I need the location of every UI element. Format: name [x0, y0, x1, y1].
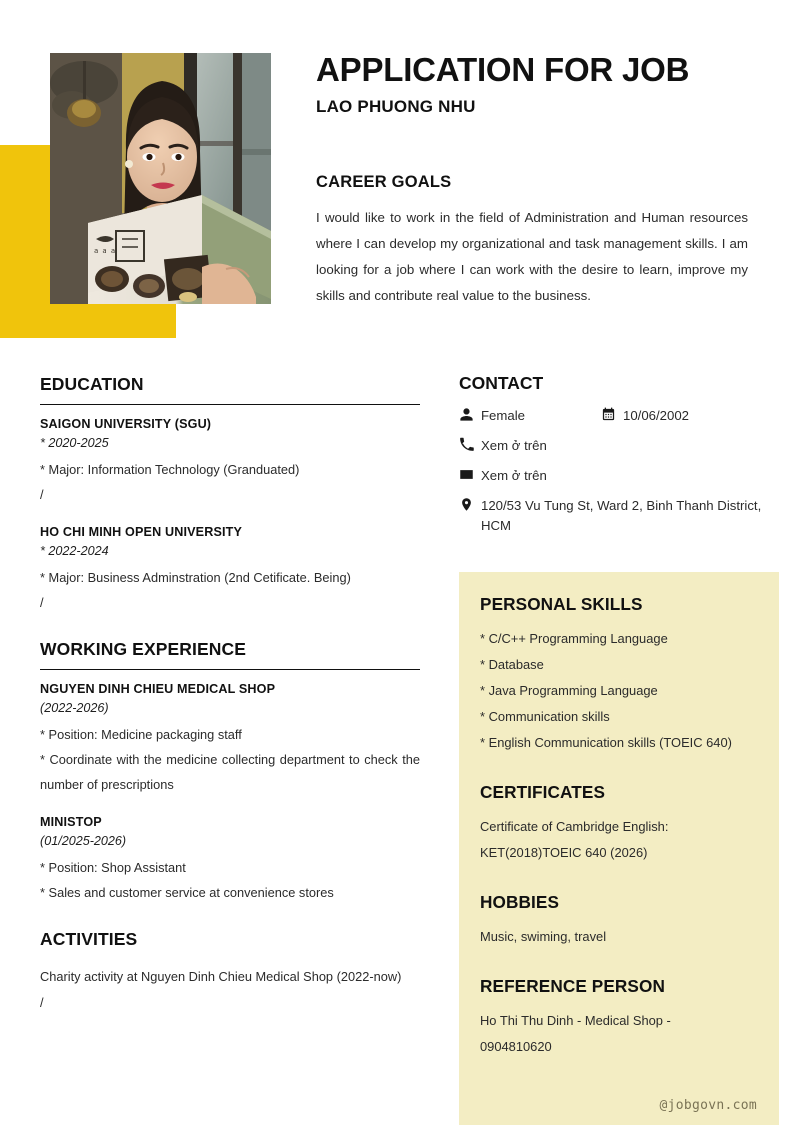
- contact-address-value: 120/53 Vu Tung St, Ward 2, Binh Thanh District, HCM: [481, 498, 762, 533]
- contact-heading: CONTACT: [459, 373, 544, 393]
- experience-detail: * Coordinate with the medicine collecting department to check the number of prescriptions: [40, 752, 420, 792]
- phone-icon: [459, 436, 481, 452]
- skill-item: * Communication skills: [480, 709, 610, 724]
- education-org: SAIGON UNIVERSITY (SGU): [40, 417, 212, 431]
- career-goals-text: I would like to work in the field of Administration and Human resources where I can develop my organizational and task management skills. I am looking for a job where I can work with the desire to learn, improve my skills and contribute real value to the business.: [316, 210, 748, 303]
- education-slash: /: [40, 487, 44, 502]
- activities-slash: /: [40, 995, 44, 1010]
- sidebar-panel: [459, 572, 779, 1125]
- contact-address: [459, 496, 769, 536]
- activities-section: [40, 929, 420, 1015]
- header: [316, 52, 756, 117]
- left-column: [40, 374, 420, 1015]
- sidebar-panel-content: [480, 594, 758, 1060]
- person-icon: [459, 406, 481, 422]
- education-section: [40, 374, 420, 615]
- education-entry: [40, 525, 420, 615]
- education-detail: * Major: Business Adminstration (2nd Cetificate. Being): [40, 570, 351, 585]
- contact-phone: [459, 436, 769, 456]
- experience-date: (2022-2026): [40, 701, 109, 715]
- contact-email: [459, 466, 769, 486]
- skill-item: * Java Programming Language: [480, 683, 658, 698]
- education-org: HO CHI MINH OPEN UNIVERSITY: [40, 525, 243, 539]
- contact-section: [459, 373, 769, 546]
- spacer: [40, 509, 420, 525]
- activities-heading: ACTIVITIES: [40, 929, 138, 949]
- education-heading: EDUCATION: [40, 374, 144, 394]
- skill-item: * English Communication skills (TOEIC 640): [480, 735, 732, 750]
- education-entry: [40, 417, 420, 507]
- experience-section: [40, 639, 420, 905]
- contact-birthday: [601, 406, 689, 426]
- hobbies-text: Music, swiming, travel: [480, 929, 607, 944]
- experience-detail: * Position: Medicine packaging staff: [40, 727, 242, 742]
- education-date: * 2020-2025: [40, 436, 109, 450]
- profile-photo: [50, 53, 271, 304]
- svg-text:a a a: a a a: [94, 247, 116, 255]
- experience-heading: WORKING EXPERIENCE: [40, 639, 246, 659]
- education-divider: [40, 404, 420, 405]
- calendar-icon: [601, 406, 623, 422]
- experience-detail: * Position: Shop Assistant: [40, 860, 186, 875]
- certificate-line: Certificate of Cambridge English:: [480, 819, 669, 834]
- education-detail: * Major: Information Technology (Granduated): [40, 462, 300, 477]
- experience-entry: [40, 815, 420, 905]
- hobbies-heading: HOBBIES: [480, 892, 560, 912]
- contact-phone-value: Xem ở trên: [481, 438, 547, 453]
- reference-line: Ho Thi Thu Dinh - Medical Shop -: [480, 1013, 671, 1028]
- contact-gender-value: Female: [481, 408, 525, 423]
- experience-date: (01/2025-2026): [40, 834, 127, 848]
- skills-heading: PERSONAL SKILLS: [480, 594, 643, 614]
- career-goals-heading: CAREER GOALS: [316, 173, 452, 191]
- experience-org: MINISTOP: [40, 815, 102, 829]
- contact-birthday-value: 10/06/2002: [623, 408, 690, 423]
- watermark: @jobgovn.com: [659, 1098, 757, 1113]
- experience-divider: [40, 669, 420, 670]
- spacer: [40, 907, 420, 929]
- skill-item: * Database: [480, 657, 544, 672]
- education-date: * 2022-2024: [40, 544, 109, 558]
- location-pin-icon: [459, 496, 481, 512]
- applicant-name: LAO PHUONG NHU: [316, 96, 476, 116]
- certificates-heading: CERTIFICATES: [480, 782, 606, 802]
- envelope-icon: [459, 466, 481, 482]
- contact-gender: [459, 406, 601, 426]
- contact-email-value: Xem ở trên: [481, 468, 547, 483]
- certificate-line: KET(2018)TOEIC 640 (2026): [480, 845, 648, 860]
- spacer: [40, 799, 420, 815]
- experience-entry: [40, 682, 420, 797]
- contact-row-gender-birthday: [459, 406, 769, 426]
- experience-org: NGUYEN DINH CHIEU MEDICAL SHOP: [40, 682, 276, 696]
- spacer: [40, 617, 420, 639]
- reference-heading: REFERENCE PERSON: [480, 976, 665, 996]
- activities-text: Charity activity at Nguyen Dinh Chieu Medical Shop (2022-now): [40, 969, 402, 984]
- education-slash: /: [40, 595, 44, 610]
- experience-detail: * Sales and customer service at convenience stores: [40, 885, 334, 900]
- skill-item: * C/C++ Programming Language: [480, 631, 668, 646]
- reference-line: 0904810620: [480, 1039, 552, 1054]
- page-title: APPLICATION FOR JOB: [316, 51, 690, 88]
